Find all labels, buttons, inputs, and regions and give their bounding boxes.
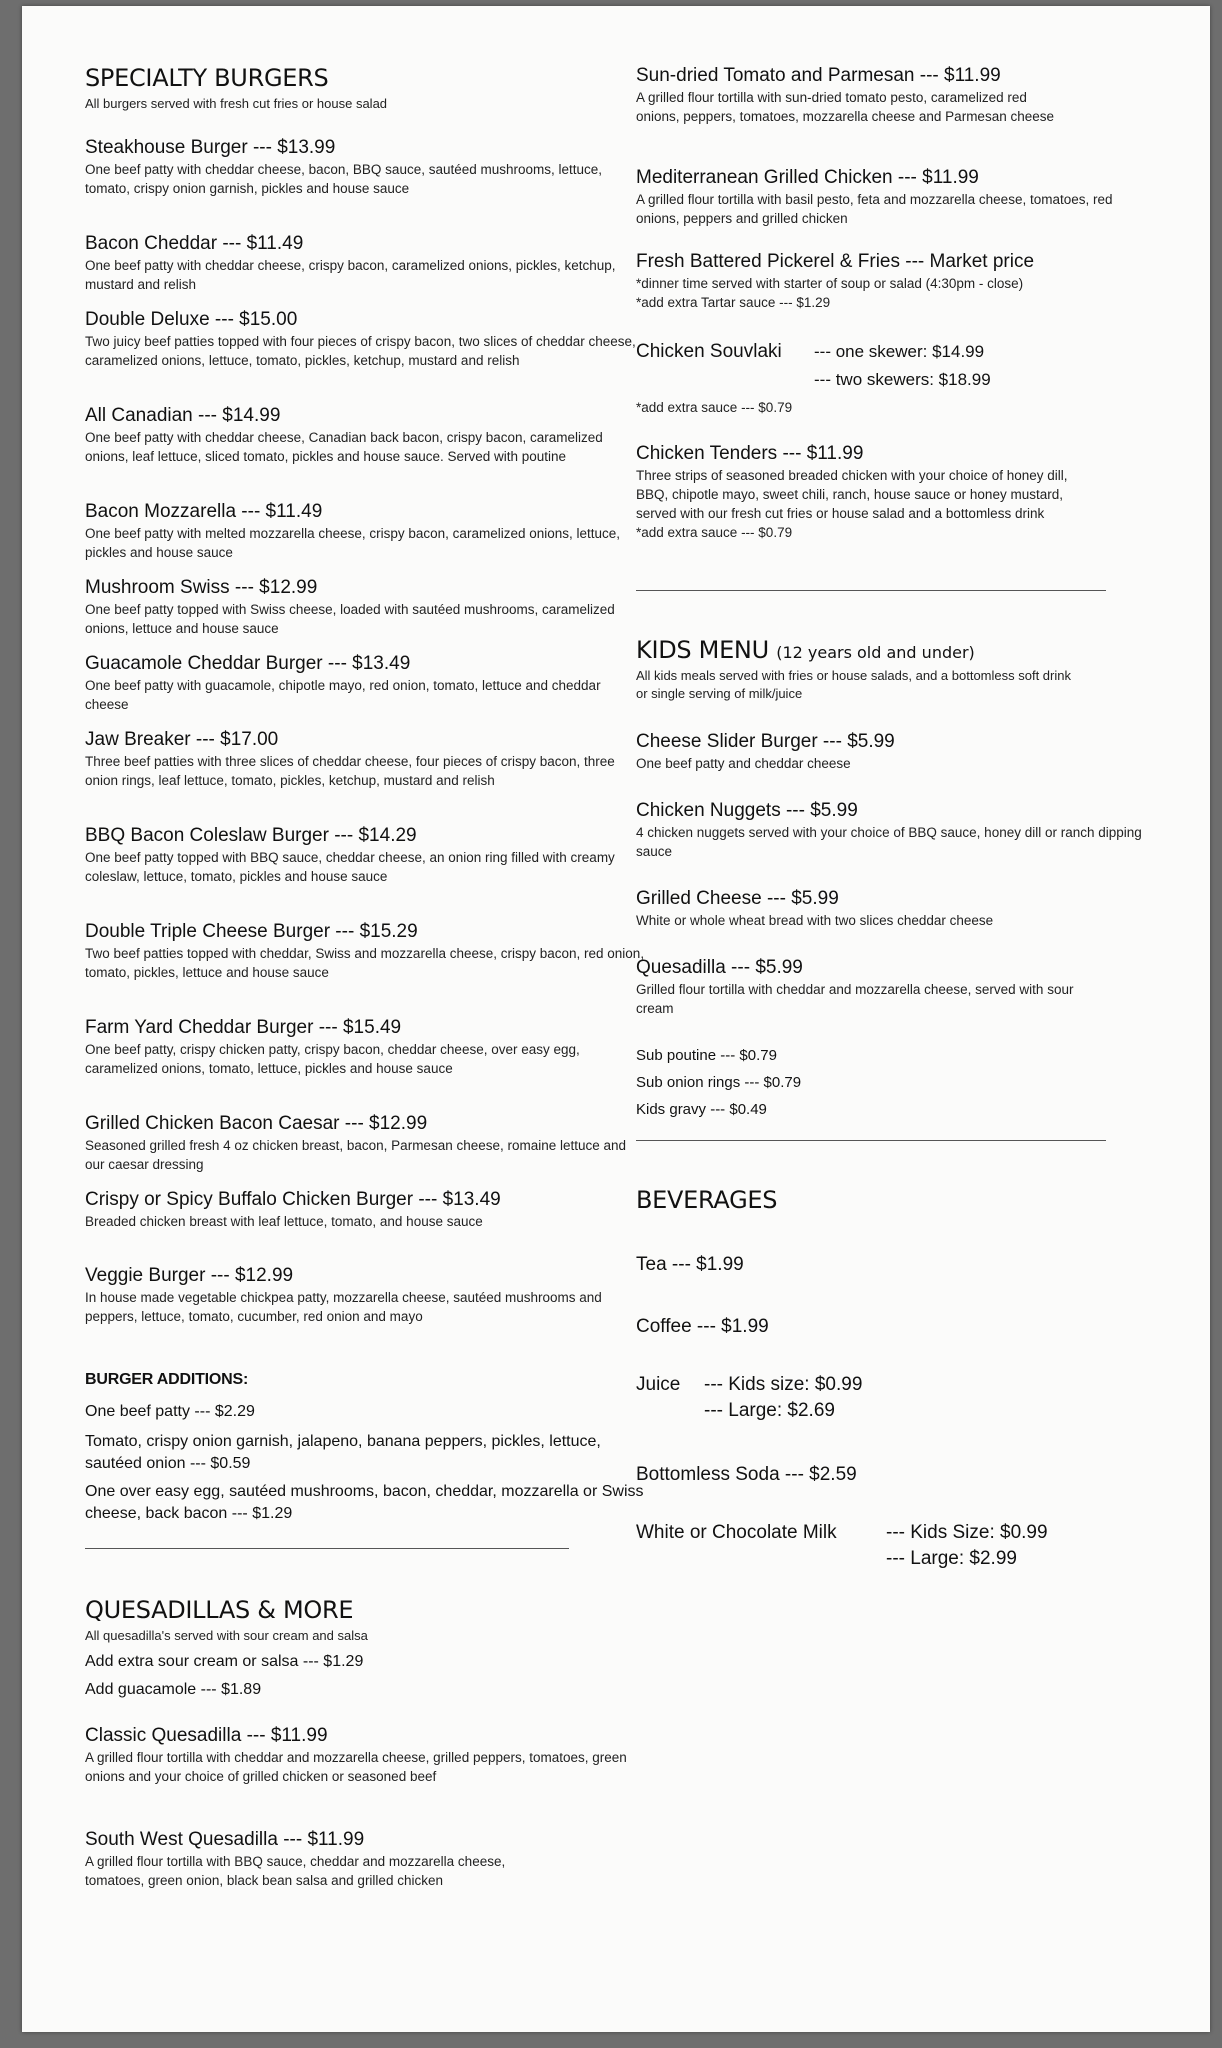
- beverage-coffee: Coffee --- $1.99: [636, 1316, 769, 1337]
- section-title: [636, 636, 1076, 664]
- divider: [636, 590, 1106, 591]
- menu-item: [85, 576, 645, 638]
- divider: [636, 1140, 1106, 1141]
- item-title: Bacon Mozzarella --- $11.49: [85, 501, 323, 522]
- item-title: Bacon Cheddar --- $11.49: [85, 233, 304, 254]
- section-title: BEVERAGES: [636, 1186, 778, 1214]
- item-title: Double Deluxe --- $15.00: [85, 309, 298, 330]
- beverage-milk: [636, 1520, 1156, 1580]
- item-desc: One beef patty with cheddar cheese, crispy bacon, caramelized onions, pickles, ketchup, mustard and relish: [85, 258, 616, 292]
- burger-additions: [85, 1371, 645, 1525]
- item-desc: One beef patty with cheddar cheese, bacon, BBQ sauce, sautéed mushrooms, lettuce, tomato, crispy onion garnish, pickles and house sauce: [85, 162, 603, 196]
- kids-header: [636, 636, 1076, 703]
- item-desc: Two beef patties topped with cheddar, Swiss and mozzarella cheese, crispy bacon, red onion, tomato, pickles, lettuce and house sauce: [85, 946, 645, 980]
- section-title: QUESADILLAS & MORE: [85, 1596, 354, 1624]
- menu-item: [85, 1112, 645, 1174]
- juice-option: --- Large: $2.69: [704, 1400, 835, 1421]
- section-title: SPECIALTY BURGERS: [85, 64, 329, 92]
- item-title: Cheese Slider Burger --- $5.99: [636, 731, 895, 752]
- menu-item: [636, 64, 1066, 126]
- item-title: Classic Quesadilla --- $11.99: [85, 1725, 328, 1746]
- section-note: All burgers served with fresh cut fries or house salad: [85, 96, 388, 111]
- item-title: Double Triple Cheese Burger --- $15.29: [85, 921, 418, 942]
- item-desc: A grilled flour tortilla with cheddar and mozzarella cheese, grilled peppers, tomatoes, green onions and your choice of grilled chicken or seasoned beef: [85, 1750, 627, 1784]
- addition-line: One beef patty --- $2.29: [85, 1403, 255, 1420]
- item-desc: One beef patty topped with Swiss cheese, loaded with sautéed mushrooms, caramelized onions, lettuce and house sauce: [85, 602, 615, 636]
- item-title: Farm Yard Cheddar Burger --- $15.49: [85, 1017, 402, 1038]
- menu-item: [85, 728, 645, 790]
- menu-item: [636, 956, 1106, 1018]
- beverage-soda: Bottomless Soda --- $2.59: [636, 1464, 857, 1485]
- divider: [85, 1548, 569, 1549]
- additions-title: BURGER ADDITIONS:: [85, 1371, 249, 1388]
- burgers-header: [85, 64, 645, 113]
- item-desc: One beef patty with cheddar cheese, Canadian back bacon, crispy bacon, caramelized onions, leaf lettuce, sliced tomato, pickles and house sauce. Served with poutine: [85, 430, 603, 464]
- addition-line: Tomato, crispy onion garnish, jalapeno, banana peppers, pickles, lettuce, sautéed onion --- $0.59: [85, 1433, 601, 1472]
- item-desc: Three beef patties with three slices of cheddar cheese, four pieces of crispy bacon, three onion rings, leaf lettuce, tomato, pickles, ketchup, mustard and relish: [85, 754, 615, 788]
- menu-item: [636, 166, 1156, 228]
- sub-line: Sub onion rings --- $0.79: [636, 1074, 802, 1091]
- menu-item: [85, 920, 645, 982]
- item-desc: One beef patty with guacamole, chipotle mayo, red onion, tomato, lettuce and cheddar cheese: [85, 678, 601, 712]
- item-title: Grilled Chicken Bacon Caesar --- $12.99: [85, 1113, 428, 1134]
- item-note: *add extra sauce --- $0.79: [636, 400, 793, 415]
- sub-line: Sub poutine --- $0.79: [636, 1047, 777, 1064]
- item-title: Chicken Tenders --- $11.99: [636, 443, 864, 464]
- kids-subs: [636, 1042, 1156, 1123]
- beverage-label: Juice: [636, 1374, 681, 1395]
- addition-line: One over easy egg, sautéed mushrooms, bacon, cheddar, mozzarella or Swiss cheese, back bacon --- $1.29: [85, 1483, 644, 1522]
- menu-item: [85, 1188, 645, 1231]
- beverage-tea: Tea --- $1.99: [636, 1254, 744, 1275]
- item-desc: One beef patty with melted mozzarella cheese, crispy bacon, caramelized onions, lettuce, pickles and house sauce: [85, 526, 621, 560]
- item-title: South West Quesadilla --- $11.99: [85, 1829, 365, 1850]
- menu-item: [636, 442, 1091, 542]
- item-note: *add extra sauce --- $0.79: [636, 525, 793, 540]
- item-desc: Seasoned grilled fresh 4 oz chicken breast, bacon, Parmesan cheese, romaine lettuce and our caesar dressing: [85, 1138, 627, 1172]
- menu-item: [85, 1724, 645, 1786]
- menu-item: [85, 500, 645, 562]
- item-desc: One beef patty, crispy chicken patty, crispy bacon, cheddar cheese, over easy egg, caramelized onions, tomato, lettuce, pickles and house sauce: [85, 1042, 580, 1076]
- item-note: *add extra Tartar sauce --- $1.29: [636, 295, 831, 310]
- item-title: Fresh Battered Pickerel & Fries --- Market price: [636, 251, 1035, 272]
- kids-subtitle: (12 years old and under): [776, 643, 975, 662]
- item-title: Chicken Nuggets --- $5.99: [636, 800, 858, 821]
- item-desc: Two juicy beef patties topped with four pieces of crispy bacon, two slices of cheddar cheese, caramelized onions, lettuce, tomato, pickles, ketchup, mustard and relish: [85, 334, 636, 368]
- item-desc: In house made vegetable chickpea patty, mozzarella cheese, sautéed mushrooms and peppers, lettuce, tomato, cucumber, red onion and mayo: [85, 1290, 602, 1324]
- item-note: *dinner time served with starter of soup or salad (4:30pm - close): [636, 276, 1024, 291]
- souvlaki-option: --- one skewer: $14.99: [814, 342, 985, 361]
- extra-line: Add guacamole --- $1.89: [85, 1681, 262, 1698]
- menu-page: [22, 6, 1210, 2032]
- sub-line: Kids gravy --- $0.49: [636, 1101, 767, 1118]
- kids-title: KIDS MENU: [636, 636, 769, 664]
- item-title: BBQ Bacon Coleslaw Burger --- $14.29: [85, 825, 417, 846]
- section-note: All quesadilla's served with sour cream and salsa: [85, 1628, 368, 1643]
- item-desc: Grilled flour tortilla with cheddar and mozzarella cheese, served with sour cream: [636, 982, 1074, 1016]
- item-desc: A grilled flour tortilla with sun-dried tomato pesto, caramelized red onions, peppers, tomatoes, mozzarella cheese and Parmesan cheese: [636, 90, 1054, 124]
- menu-item: [85, 136, 645, 198]
- pickerel-item: [636, 250, 1156, 312]
- menu-item: [85, 824, 645, 886]
- menu-item: [85, 1264, 645, 1326]
- item-title: Crispy or Spicy Buffalo Chicken Burger --- $13.49: [85, 1189, 501, 1210]
- quesadillas-header: [85, 1596, 645, 1701]
- beverages-header: [636, 1186, 1156, 1214]
- menu-item: [85, 232, 645, 294]
- menu-item: [85, 1828, 555, 1890]
- item-desc: A grilled flour tortilla with BBQ sauce, cheddar and mozzarella cheese, tomatoes, green onion, black bean salsa and grilled chicken: [85, 1854, 506, 1888]
- menu-item: [85, 404, 645, 466]
- item-title: Grilled Cheese --- $5.99: [636, 888, 839, 909]
- item-title: Chicken Souvlaki: [636, 341, 782, 362]
- item-desc: 4 chicken nuggets served with your choice of BBQ sauce, honey dill or ranch dipping sauce: [636, 825, 1142, 859]
- item-desc: Breaded chicken breast with leaf lettuce, tomato, and house sauce: [85, 1214, 483, 1229]
- item-title: All Canadian --- $14.99: [85, 405, 281, 426]
- item-title: Jaw Breaker --- $17.00: [85, 729, 279, 750]
- menu-item: [636, 730, 1156, 773]
- item-title: Steakhouse Burger --- $13.99: [85, 137, 336, 158]
- beverage-juice: [636, 1372, 1156, 1432]
- menu-item: [636, 887, 1156, 930]
- item-title: Guacamole Cheddar Burger --- $13.49: [85, 653, 411, 674]
- item-desc: A grilled flour tortilla with basil pesto, feta and mozzarella cheese, tomatoes, red onions, peppers and grilled chicken: [636, 192, 1113, 226]
- item-title: Veggie Burger --- $12.99: [85, 1265, 294, 1286]
- item-title: Mushroom Swiss --- $12.99: [85, 577, 318, 598]
- item-desc: Three strips of seasoned breaded chicken with your choice of honey dill, BBQ, chipotle mayo, sweet chili, ranch, house sauce or honey mustard, served with our fresh cut fries or house salad and a bottomless drink: [636, 468, 1068, 521]
- souvlaki-option: --- two skewers: $18.99: [814, 370, 991, 389]
- item-desc: White or whole wheat bread with two slices cheddar cheese: [636, 913, 994, 928]
- item-title: Mediterranean Grilled Chicken --- $11.99: [636, 167, 979, 188]
- menu-item: [636, 799, 1156, 861]
- extra-line: Add extra sour cream or salsa --- $1.29: [85, 1653, 364, 1670]
- menu-item: [85, 308, 645, 370]
- menu-item: [85, 652, 645, 714]
- item-desc: One beef patty and cheddar cheese: [636, 756, 851, 771]
- section-note: All kids meals served with fries or house salads, and a bottomless soft drink or single serving of milk/juice: [636, 668, 1071, 701]
- beverage-label: White or Chocolate Milk: [636, 1522, 837, 1543]
- juice-option: --- Kids size: $0.99: [704, 1374, 863, 1395]
- menu-item: [85, 1016, 645, 1078]
- milk-option: --- Large: $2.99: [886, 1548, 1017, 1569]
- item-desc: One beef patty topped with BBQ sauce, cheddar cheese, an onion ring filled with creamy coleslaw, lettuce, tomato, pickles and house sauce: [85, 850, 615, 884]
- item-title: Sun-dried Tomato and Parmesan --- $11.99: [636, 65, 1001, 86]
- souvlaki-item: [636, 340, 1156, 420]
- milk-option: --- Kids Size: $0.99: [886, 1522, 1048, 1543]
- item-title: Quesadilla --- $5.99: [636, 957, 803, 978]
